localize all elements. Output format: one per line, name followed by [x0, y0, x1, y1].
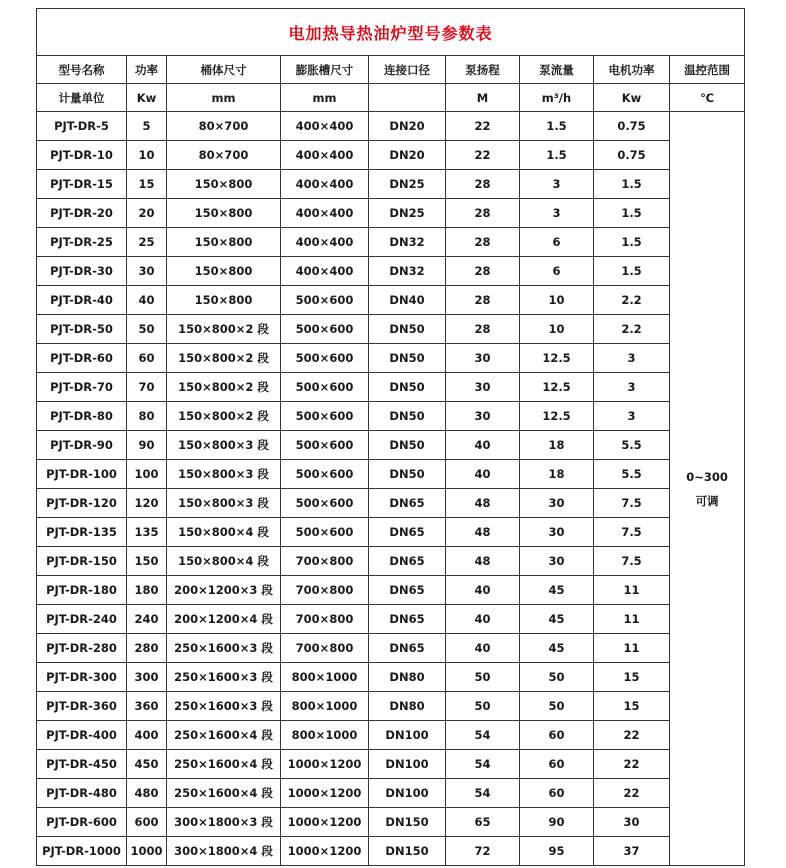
temp-range-value: 0~300	[686, 469, 728, 484]
table-cell: 54	[446, 779, 520, 808]
table-cell: 3	[594, 344, 670, 373]
table-cell: 150×800×4 段	[167, 518, 281, 547]
table-row	[37, 547, 745, 576]
table-cell: 180	[127, 576, 167, 605]
table-cell: DN65	[369, 547, 446, 576]
unit-row	[37, 84, 745, 112]
table-cell: 54	[446, 721, 520, 750]
table-cell: DN20	[369, 112, 446, 141]
table-cell: 1000×1200	[281, 779, 369, 808]
table-cell: DN25	[369, 170, 446, 199]
table-cell: 500×600	[281, 315, 369, 344]
table-cell: 800×1000	[281, 692, 369, 721]
table-cell: 80×700	[167, 141, 281, 170]
table-cell: 90	[127, 431, 167, 460]
table-cell: 7.5	[594, 547, 670, 576]
table-cell: PJT-DR-15	[37, 170, 127, 199]
table-cell: DN40	[369, 286, 446, 315]
table-cell: 400×400	[281, 228, 369, 257]
table-cell: 150×800×3 段	[167, 460, 281, 489]
table-cell: 150×800×3 段	[167, 489, 281, 518]
table-cell: 400×400	[281, 170, 369, 199]
table-cell: 500×600	[281, 344, 369, 373]
table-cell: PJT-DR-50	[37, 315, 127, 344]
table-cell: 60	[520, 721, 594, 750]
table-cell: 30	[520, 489, 594, 518]
table-cell: 200×1200×3 段	[167, 576, 281, 605]
table-cell: 7.5	[594, 489, 670, 518]
table-cell: 48	[446, 489, 520, 518]
table-cell: PJT-DR-25	[37, 228, 127, 257]
table-cell: 48	[446, 518, 520, 547]
table-cell: 54	[446, 750, 520, 779]
table-cell: 1.5	[594, 228, 670, 257]
table-cell: 150×800×2 段	[167, 402, 281, 431]
table-row	[37, 402, 745, 431]
temp-range-note: 可调	[695, 493, 719, 508]
table-cell: 72	[446, 837, 520, 866]
header-cell: 功率	[127, 56, 167, 84]
table-cell: 48	[446, 547, 520, 576]
table-cell: 28	[446, 228, 520, 257]
table-row	[37, 286, 745, 315]
table-cell: 280	[127, 634, 167, 663]
table-cell: PJT-DR-30	[37, 257, 127, 286]
table-cell: DN50	[369, 431, 446, 460]
table-cell: 30	[446, 402, 520, 431]
table-cell: 7.5	[594, 518, 670, 547]
table-cell: 6	[520, 257, 594, 286]
table-cell: 150×800	[167, 228, 281, 257]
table-row	[37, 634, 745, 663]
table-cell: 450	[127, 750, 167, 779]
table-row	[37, 199, 745, 228]
table-row	[37, 779, 745, 808]
table-cell: 400	[127, 721, 167, 750]
table-cell: DN50	[369, 344, 446, 373]
table-row	[37, 315, 745, 344]
table-cell: 30	[446, 344, 520, 373]
table-cell: 45	[520, 605, 594, 634]
table-cell: 45	[520, 634, 594, 663]
table-cell: PJT-DR-100	[37, 460, 127, 489]
table-cell: 45	[520, 576, 594, 605]
table-cell: 3	[520, 170, 594, 199]
table-cell: PJT-DR-360	[37, 692, 127, 721]
table-cell: 11	[594, 634, 670, 663]
table-cell: PJT-DR-150	[37, 547, 127, 576]
table-cell: 50	[446, 692, 520, 721]
table-cell: 30	[127, 257, 167, 286]
table-cell: PJT-DR-280	[37, 634, 127, 663]
table-cell: PJT-DR-60	[37, 344, 127, 373]
table-cell: 40	[446, 605, 520, 634]
table-cell: 18	[520, 460, 594, 489]
table-cell: 11	[594, 576, 670, 605]
header-cell: 泵流量	[520, 56, 594, 84]
table-cell: 28	[446, 286, 520, 315]
table-cell: 150×800	[167, 199, 281, 228]
table-row	[37, 112, 745, 141]
table-cell: DN20	[369, 141, 446, 170]
unit-cell: 计量单位	[37, 84, 127, 112]
table-cell: 40	[446, 460, 520, 489]
table-cell: 10	[520, 315, 594, 344]
table-cell: 400×400	[281, 112, 369, 141]
table-cell: 150×800×3 段	[167, 431, 281, 460]
table-cell: 60	[520, 779, 594, 808]
table-cell: 10	[127, 141, 167, 170]
table-cell: DN32	[369, 228, 446, 257]
table-row	[37, 837, 745, 866]
table-cell: 480	[127, 779, 167, 808]
table-cell: 65	[446, 808, 520, 837]
table-row	[37, 228, 745, 257]
table-cell: 30	[520, 547, 594, 576]
table-cell: 5.5	[594, 431, 670, 460]
table-row	[37, 750, 745, 779]
table-cell: 15	[594, 692, 670, 721]
table-cell: PJT-DR-70	[37, 373, 127, 402]
table-cell: 250×1600×4 段	[167, 750, 281, 779]
table-cell: PJT-DR-600	[37, 808, 127, 837]
table-cell: 800×1000	[281, 721, 369, 750]
header-cell: 型号名称	[37, 56, 127, 84]
table-cell: DN150	[369, 808, 446, 837]
table-cell: 1000×1200	[281, 750, 369, 779]
table-cell: 10	[520, 286, 594, 315]
table-cell: 500×600	[281, 431, 369, 460]
header-cell: 桶体尺寸	[167, 56, 281, 84]
table-cell: PJT-DR-180	[37, 576, 127, 605]
table-cell: PJT-DR-20	[37, 199, 127, 228]
table-cell: 150×800×2 段	[167, 344, 281, 373]
table-row	[37, 518, 745, 547]
table-cell: 12.5	[520, 373, 594, 402]
table-cell: 1000×1200	[281, 837, 369, 866]
table-cell: 500×600	[281, 373, 369, 402]
header-cell: 电机功率	[594, 56, 670, 84]
unit-cell: Kw	[594, 84, 670, 112]
table-cell: 250×1600×4 段	[167, 779, 281, 808]
table-cell: 1.5	[594, 199, 670, 228]
table-cell: 500×600	[281, 402, 369, 431]
table-cell: 2.2	[594, 286, 670, 315]
table-cell: 95	[520, 837, 594, 866]
parameter-table	[36, 8, 745, 866]
table-cell: 150×800×4 段	[167, 547, 281, 576]
table-cell: 22	[446, 112, 520, 141]
table-row	[37, 431, 745, 460]
table-row	[37, 170, 745, 199]
table-cell: 700×800	[281, 605, 369, 634]
table-cell: 30	[446, 373, 520, 402]
table-cell: PJT-DR-1000	[37, 837, 127, 866]
table-cell: DN65	[369, 576, 446, 605]
table-cell: 300×1800×3 段	[167, 808, 281, 837]
table-cell: 22	[594, 779, 670, 808]
table-cell: 300×1800×4 段	[167, 837, 281, 866]
table-cell: 50	[520, 692, 594, 721]
table-cell: 360	[127, 692, 167, 721]
unit-cell: M	[446, 84, 520, 112]
table-cell: 3	[594, 402, 670, 431]
unit-cell: ℃	[670, 84, 745, 112]
table-cell: 1.5	[594, 170, 670, 199]
table-cell: DN100	[369, 721, 446, 750]
table-cell: 700×800	[281, 634, 369, 663]
table-cell: 80	[127, 402, 167, 431]
table-cell: 15	[594, 663, 670, 692]
table-cell: 1000	[127, 837, 167, 866]
table-cell: 150×800×2 段	[167, 373, 281, 402]
table-cell: 80×700	[167, 112, 281, 141]
unit-cell: mm	[167, 84, 281, 112]
table-cell: 150×800	[167, 286, 281, 315]
table-cell: DN65	[369, 489, 446, 518]
table-cell: 22	[594, 721, 670, 750]
table-row	[37, 692, 745, 721]
table-cell: 800×1000	[281, 663, 369, 692]
table-cell: PJT-DR-240	[37, 605, 127, 634]
table-cell: 1.5	[520, 141, 594, 170]
table-title: 电加热导热油炉型号参数表	[37, 9, 745, 56]
table-cell: 28	[446, 170, 520, 199]
parameter-sheet	[36, 8, 744, 866]
table-cell: DN100	[369, 779, 446, 808]
table-cell: 135	[127, 518, 167, 547]
table-cell: 40	[446, 431, 520, 460]
table-cell: 700×800	[281, 576, 369, 605]
table-cell: 0.75	[594, 112, 670, 141]
table-cell: 40	[446, 576, 520, 605]
table-cell: DN50	[369, 373, 446, 402]
table-cell: 18	[520, 431, 594, 460]
table-cell: 300	[127, 663, 167, 692]
table-cell: 150×800	[167, 170, 281, 199]
table-cell: 3	[594, 373, 670, 402]
table-row	[37, 344, 745, 373]
table-cell: DN65	[369, 518, 446, 547]
table-cell: 700×800	[281, 547, 369, 576]
table-cell: PJT-DR-120	[37, 489, 127, 518]
table-cell: 30	[594, 808, 670, 837]
table-cell: 0.75	[594, 141, 670, 170]
header-cell: 连接口径	[369, 56, 446, 84]
header-cell: 温控范围	[670, 56, 745, 84]
table-cell: 22	[594, 750, 670, 779]
table-cell: DN65	[369, 634, 446, 663]
table-cell: PJT-DR-480	[37, 779, 127, 808]
table-cell: PJT-DR-10	[37, 141, 127, 170]
table-cell: 200×1200×4 段	[167, 605, 281, 634]
table-cell: 12.5	[520, 344, 594, 373]
table-cell: 500×600	[281, 489, 369, 518]
header-row	[37, 56, 745, 84]
table-cell: 28	[446, 199, 520, 228]
table-cell: 150×800	[167, 257, 281, 286]
table-cell: 50	[127, 315, 167, 344]
table-cell: 28	[446, 315, 520, 344]
table-cell: 240	[127, 605, 167, 634]
table-cell: 500×600	[281, 518, 369, 547]
table-cell: DN65	[369, 605, 446, 634]
unit-cell: mm	[281, 84, 369, 112]
table-row	[37, 663, 745, 692]
table-cell: 5	[127, 112, 167, 141]
table-cell: 100	[127, 460, 167, 489]
table-cell: PJT-DR-450	[37, 750, 127, 779]
table-cell: 37	[594, 837, 670, 866]
header-cell: 泵扬程	[446, 56, 520, 84]
table-cell: DN150	[369, 837, 446, 866]
table-cell: DN80	[369, 663, 446, 692]
table-row	[37, 257, 745, 286]
table-cell: 11	[594, 605, 670, 634]
table-cell: 2.2	[594, 315, 670, 344]
table-cell: 20	[127, 199, 167, 228]
table-cell: PJT-DR-5	[37, 112, 127, 141]
table-cell: 3	[520, 199, 594, 228]
table-cell: 60	[520, 750, 594, 779]
table-cell: 500×600	[281, 460, 369, 489]
unit-cell: Kw	[127, 84, 167, 112]
table-row	[37, 808, 745, 837]
table-cell: 15	[127, 170, 167, 199]
table-cell: PJT-DR-40	[37, 286, 127, 315]
table-cell: 5.5	[594, 460, 670, 489]
table-cell: 500×600	[281, 286, 369, 315]
table-cell: 60	[127, 344, 167, 373]
table-cell: 120	[127, 489, 167, 518]
table-cell: 70	[127, 373, 167, 402]
temp-range-cell	[670, 112, 745, 866]
table-cell: 40	[127, 286, 167, 315]
table-cell: 28	[446, 257, 520, 286]
table-cell: 150	[127, 547, 167, 576]
table-cell: 50	[446, 663, 520, 692]
table-row	[37, 605, 745, 634]
table-cell: PJT-DR-135	[37, 518, 127, 547]
table-cell: 250×1600×4 段	[167, 721, 281, 750]
table-row	[37, 489, 745, 518]
table-cell: 1.5	[594, 257, 670, 286]
table-cell: DN50	[369, 315, 446, 344]
table-cell: 50	[520, 663, 594, 692]
table-cell: 90	[520, 808, 594, 837]
table-cell: 600	[127, 808, 167, 837]
table-cell: 150×800×2 段	[167, 315, 281, 344]
table-cell: 40	[446, 634, 520, 663]
table-cell: 400×400	[281, 199, 369, 228]
unit-cell	[369, 84, 446, 112]
table-cell: DN100	[369, 750, 446, 779]
table-cell: PJT-DR-400	[37, 721, 127, 750]
table-cell: 1000×1200	[281, 808, 369, 837]
table-cell: 6	[520, 228, 594, 257]
table-cell: DN50	[369, 460, 446, 489]
table-row	[37, 141, 745, 170]
table-cell: 12.5	[520, 402, 594, 431]
header-cell: 膨胀槽尺寸	[281, 56, 369, 84]
table-cell: DN80	[369, 692, 446, 721]
table-cell: 250×1600×3 段	[167, 692, 281, 721]
table-cell: 1.5	[520, 112, 594, 141]
table-row	[37, 373, 745, 402]
table-cell: 25	[127, 228, 167, 257]
table-cell: 22	[446, 141, 520, 170]
table-cell: PJT-DR-300	[37, 663, 127, 692]
table-cell: DN32	[369, 257, 446, 286]
table-cell: 30	[520, 518, 594, 547]
table-cell: DN25	[369, 199, 446, 228]
table-cell: PJT-DR-80	[37, 402, 127, 431]
table-cell: 250×1600×3 段	[167, 634, 281, 663]
unit-cell: m³/h	[520, 84, 594, 112]
table-cell: 400×400	[281, 141, 369, 170]
table-row	[37, 721, 745, 750]
table-cell: 400×400	[281, 257, 369, 286]
table-cell: PJT-DR-90	[37, 431, 127, 460]
table-row	[37, 576, 745, 605]
table-cell: DN50	[369, 402, 446, 431]
table-cell: 250×1600×3 段	[167, 663, 281, 692]
table-row	[37, 460, 745, 489]
